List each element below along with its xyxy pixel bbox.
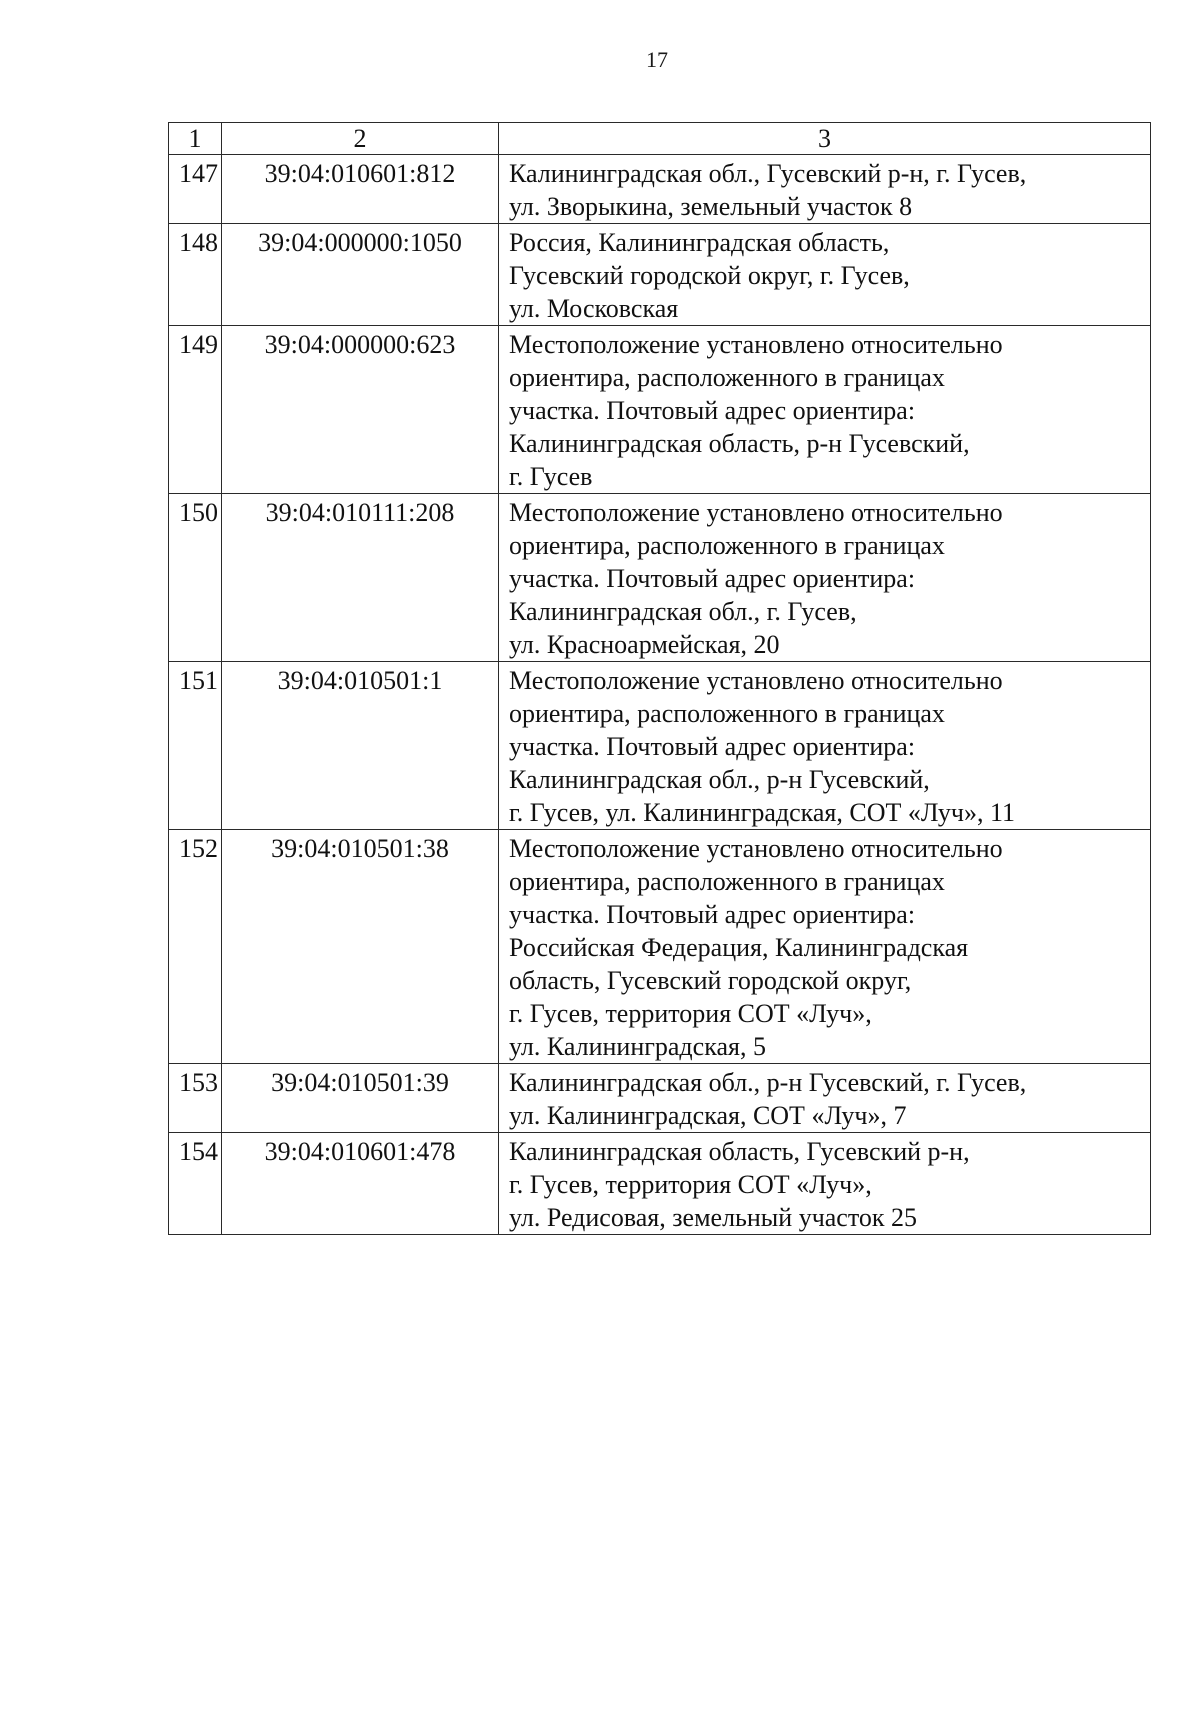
cadastral-number-cell: 39:04:010501:38 (222, 830, 499, 1064)
address-line: Калининградская обл., р-н Гусевский, г. Гусев, (509, 1068, 1027, 1097)
address-cell (499, 662, 1151, 830)
column-header-3: 3 (499, 123, 1151, 155)
row-number-cell: 149 (169, 326, 222, 494)
address-line: Калининградская область, Гусевский р-н, (509, 1137, 970, 1166)
address-line: ул. Калининградская, 5 (509, 1032, 766, 1061)
land-plots-table (168, 122, 1151, 1235)
address-line: г. Гусев, территория СОТ «Луч», (509, 999, 872, 1028)
cadastral-number-cell: 39:04:010601:478 (222, 1133, 499, 1235)
table-row (169, 1064, 1151, 1133)
address-line: Местоположение установлено относительно (509, 834, 1003, 863)
address-line: ул. Московская (509, 294, 679, 323)
row-number-cell: 152 (169, 830, 222, 1064)
cadastral-number-cell: 39:04:010501:1 (222, 662, 499, 830)
row-number-cell: 153 (169, 1064, 222, 1133)
address-cell (499, 224, 1151, 326)
address-line: ориентира, расположенного в границах (509, 363, 945, 392)
address-line: участка. Почтовый адрес ориентира: (509, 900, 916, 929)
table-body (169, 123, 1151, 1235)
cadastral-number-cell: 39:04:010501:39 (222, 1064, 499, 1133)
address-line: Калининградская обл., р-н Гусевский, (509, 765, 930, 794)
address-cell (499, 155, 1151, 224)
cadastral-number-cell: 39:04:010111:208 (222, 494, 499, 662)
table-header-row (169, 123, 1151, 155)
address-line: ориентира, расположенного в границах (509, 531, 945, 560)
address-line: ориентира, расположенного в границах (509, 699, 945, 728)
address-line: Местоположение установлено относительно (509, 498, 1003, 527)
table-row (169, 224, 1151, 326)
address-line: г. Гусев, территория СОТ «Луч», (509, 1170, 872, 1199)
address-line: участка. Почтовый адрес ориентира: (509, 396, 916, 425)
row-number-cell: 148 (169, 224, 222, 326)
address-line: ул. Зворыкина, земельный участок 8 (509, 192, 913, 221)
address-line: г. Гусев, ул. Калининградская, СОТ «Луч», 11 (509, 798, 1015, 827)
table-row (169, 326, 1151, 494)
address-cell (499, 494, 1151, 662)
cadastral-number-cell: 39:04:000000:623 (222, 326, 499, 494)
row-number-cell: 154 (169, 1133, 222, 1235)
page-number: 17 (646, 47, 668, 72)
address-line: Россия, Калининградская область, (509, 228, 890, 257)
address-line: участка. Почтовый адрес ориентира: (509, 732, 916, 761)
row-number-cell: 151 (169, 662, 222, 830)
address-line: ориентира, расположенного в границах (509, 867, 945, 896)
address-line: участка. Почтовый адрес ориентира: (509, 564, 916, 593)
cadastral-number-cell: 39:04:010601:812 (222, 155, 499, 224)
address-line: Местоположение установлено относительно (509, 666, 1003, 695)
address-line: Гусевский городской округ, г. Гусев, (509, 261, 910, 290)
column-header-1: 1 (169, 123, 222, 155)
address-line: г. Гусев (509, 462, 593, 491)
row-number-cell: 147 (169, 155, 222, 224)
table-row (169, 155, 1151, 224)
address-line: ул. Красноармейская, 20 (509, 630, 780, 659)
address-line: Калининградская обл., г. Гусев, (509, 597, 857, 626)
address-line: Калининградская обл., Гусевский р-н, г. Гусев, (509, 159, 1027, 188)
address-line: ул. Редисовая, земельный участок 25 (509, 1203, 918, 1232)
table-row (169, 830, 1151, 1064)
cadastral-number-cell: 39:04:000000:1050 (222, 224, 499, 326)
address-cell (499, 830, 1151, 1064)
row-number-cell: 150 (169, 494, 222, 662)
address-line: Российская Федерация, Калининградская (509, 933, 969, 962)
address-cell (499, 326, 1151, 494)
address-cell (499, 1064, 1151, 1133)
address-line: Калининградская область, р-н Гусевский, (509, 429, 970, 458)
table-row (169, 1133, 1151, 1235)
address-line: ул. Калининградская, СОТ «Луч», 7 (509, 1101, 907, 1130)
table-row (169, 494, 1151, 662)
table-row (169, 662, 1151, 830)
address-cell (499, 1133, 1151, 1235)
address-line: Местоположение установлено относительно (509, 330, 1003, 359)
address-line: область, Гусевский городской округ, (509, 966, 912, 995)
column-header-2: 2 (222, 123, 499, 155)
